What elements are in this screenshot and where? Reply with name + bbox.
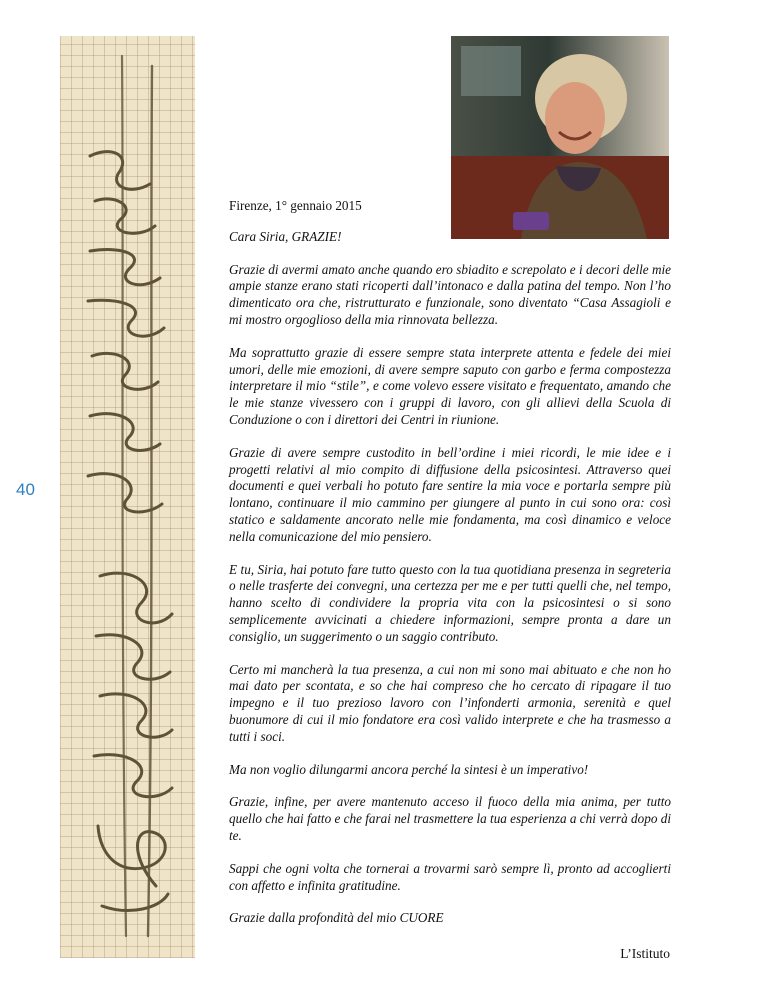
letter-paragraph: Ma soprattutto grazie di essere sempre stata interprete attenta e fedele dei miei umori, delle mie emozioni, di avere sempre saputo con garbo e ferma compostezza interpretare il mio “stile”, e come volevo essere visitato e frequentato, amando che le mie stanze vivessero con i gruppi di lavoro, con gli allievi della Scuola di Conduzione o con i direttori dei Centri in riunione. [229,344,671,427]
page-number: 40 [16,480,35,499]
handwriting-strip [60,36,195,958]
handwriting-image [60,36,195,958]
letter-body [229,198,671,943]
letter-signature: L’Istituto [620,946,670,961]
letter-paragraph: E tu, Siria, hai potuto fare tutto questo con la tua quotidiana presenza in segreteria o nelle trasferte dei convegni, una certezza per me e per tutti quelli che, nel tempo, hanno scelto di condividere la propria vita con la psicosintesi o si sono semplicemente avvicinati a chiedere informazioni, sempre pronta a dare un consiglio, un suggerimento o un saggio contributo. [229,561,671,644]
letter-date: Firenze, 1° gennaio 2015 [229,198,362,213]
letter-paragraph: Grazie di avere sempre custodito in bell’ordine i miei ricordi, le mie idee e i progetti relativi al mio compito di diffusione della psicosintesi. Attraverso quei documenti e quei verbali ho potuto fare sentire la mia voce e portarla sempre più lontano, continuare il mio cammino per giungere al punto in cui sono ora: così statico e saldamente ancorato nelle mie fondamenta, ma così dinamico e veloce nella comunicazione del mio pensiero. [229,444,671,544]
letter-greeting: Cara Siria, GRAZIE! [229,228,342,244]
letter-paragraph: Grazie di avermi amato anche quando ero sbiadito e screpolato e i decori delle mie ampie stanze erano stati ricoperti dall’intonaco e dalla patina del tempo. Non l’ho dimenticato ora che, ristrutturato e funzionale, sono diventato “Casa Assagioli e mi mostro orgoglioso della mia rinnovata bellezza. [229,261,671,327]
letter-paragraph: Sappi che ogni volta che tornerai a trovarmi sarò sempre lì, pronto ad accoglierti con affetto e infinita gratitudine. [229,860,671,893]
letter-paragraph: Certo mi mancherà la tua presenza, a cui non mi sono mai abituato e che non ho mai dato per scontata, e so che hai compreso che ho cercato di ripagare il tuo impegno e il tuo prezioso lavoro con l’infonderti armonia, serenità e quel buonumore di cui il mio fondatore era così valido interprete e che ha trasmesso a tutti i soci. [229,661,671,744]
letter-paragraph: Ma non voglio dilungarmi ancora perché la sintesi è un imperativo! [229,761,589,777]
letter-paragraph: Grazie, infine, per avere mantenuto acceso il fuoco della mia anima, per tutto quello che hai fatto e che farai nel trasmettere la tua esperienza a chi verrà dopo di te. [229,794,671,843]
letter-closing: Grazie dalla profondità del mio CUORE [229,910,444,926]
